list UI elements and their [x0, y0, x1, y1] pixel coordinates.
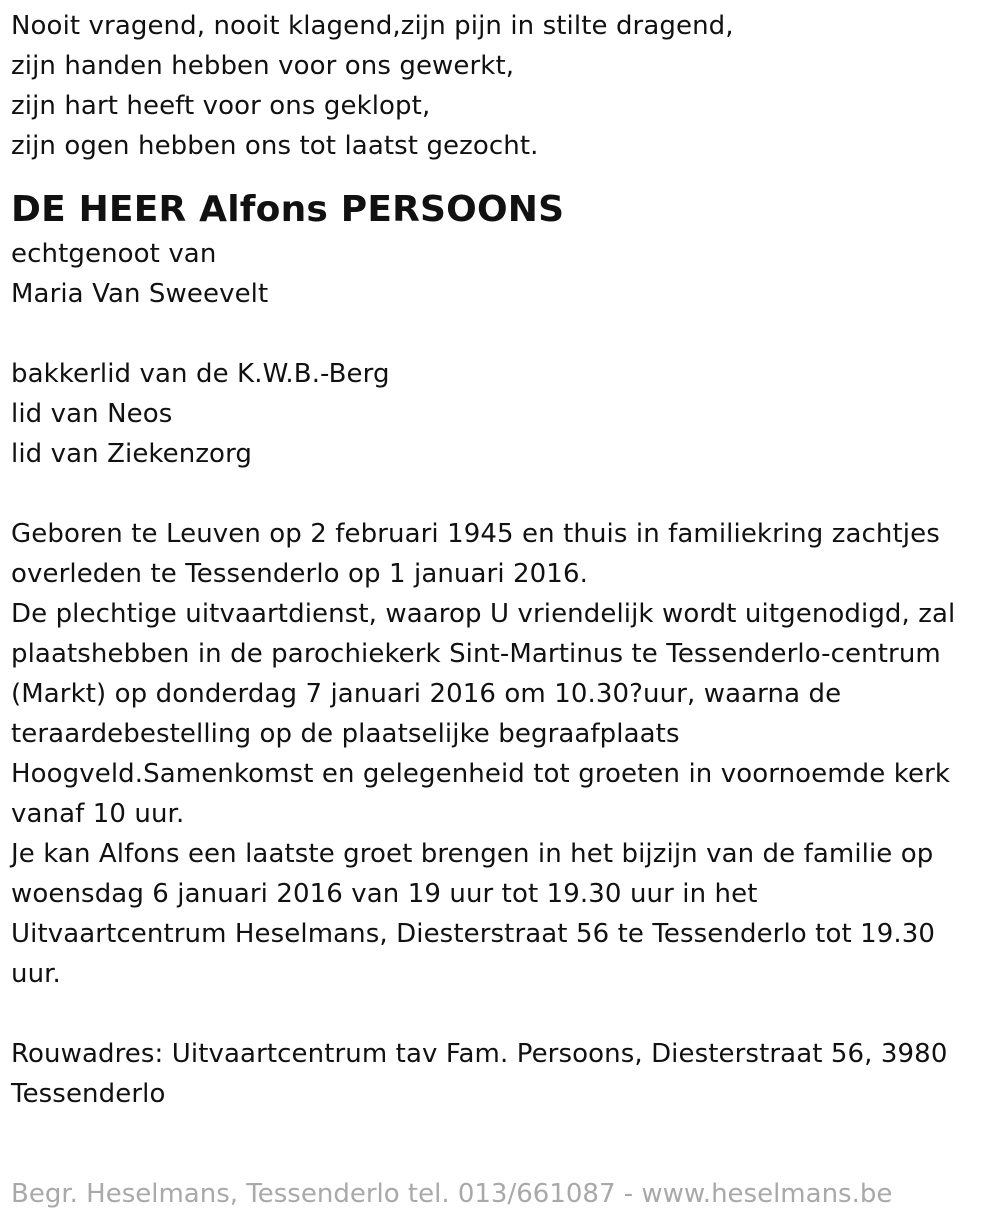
- announcement-line: Uitvaartcentrum Heselmans, Diesterstraat 56 te Tessenderlo tot 19.30: [11, 919, 936, 949]
- obituary-document: [11, 6, 986, 1114]
- poem-line: zijn hart heeft voor ons geklopt,: [11, 91, 431, 121]
- spacer: [11, 994, 986, 1034]
- membership-item: bakkerlid van de K.W.B.-Berg: [11, 359, 390, 389]
- announcement-line: Je kan Alfons een laatste groet brengen in het bijzijn van de familie op: [11, 839, 934, 869]
- spouse-block: [11, 234, 986, 314]
- poem: [11, 6, 986, 166]
- address-line: Tessenderlo: [11, 1079, 166, 1109]
- announcement: [11, 514, 986, 994]
- spacer: [11, 474, 986, 514]
- announcement-line: plaatshebben in de parochiekerk Sint-Martinus te Tessenderlo-centrum: [11, 639, 941, 669]
- mourning-address: [11, 1034, 986, 1114]
- poem-line: zijn ogen hebben ons tot laatst gezocht.: [11, 131, 539, 161]
- poem-line: Nooit vragend, nooit klagend,zijn pijn in stilte dragend,: [11, 11, 734, 41]
- spouse-name: Maria Van Sweevelt: [11, 279, 269, 309]
- announcement-line: De plechtige uitvaartdienst, waarop U vriendelijk wordt uitgenodigd, zal: [11, 599, 956, 629]
- announcement-line: overleden te Tessenderlo op 1 januari 2016.: [11, 559, 588, 589]
- deceased-name: DE HEER Alfons PERSOONS: [11, 189, 565, 230]
- announcement-line: teraardebestelling op de plaatselijke begraafplaats: [11, 719, 680, 749]
- announcement-line: (Markt) op donderdag 7 januari 2016 om 10.30?uur, waarna de: [11, 679, 842, 709]
- announcement-line: woensdag 6 januari 2016 van 19 uur tot 19.30 uur in het: [11, 879, 758, 909]
- spacer: [11, 314, 986, 354]
- poem-line: zijn handen hebben voor ons gewerkt,: [11, 51, 515, 81]
- memberships: [11, 354, 986, 474]
- announcement-line: vanaf 10 uur.: [11, 799, 185, 829]
- membership-item: lid van Ziekenzorg: [11, 439, 253, 469]
- spacer: [11, 166, 986, 186]
- spouse-relation: echtgenoot van: [11, 239, 217, 269]
- address-line: Rouwadres: Uitvaartcentrum tav Fam. Persoons, Diesterstraat 56, 3980: [11, 1039, 948, 1069]
- funeral-home-footer: Begr. Heselmans, Tessenderlo tel. 013/661087 - www.heselmans.be: [11, 1179, 893, 1209]
- announcement-line: uur.: [11, 959, 61, 989]
- announcement-line: Geboren te Leuven op 2 februari 1945 en thuis in familiekring zachtjes: [11, 519, 940, 549]
- membership-item: lid van Neos: [11, 399, 173, 429]
- announcement-line: Hoogveld.Samenkomst en gelegenheid tot groeten in voornoemde kerk: [11, 759, 951, 789]
